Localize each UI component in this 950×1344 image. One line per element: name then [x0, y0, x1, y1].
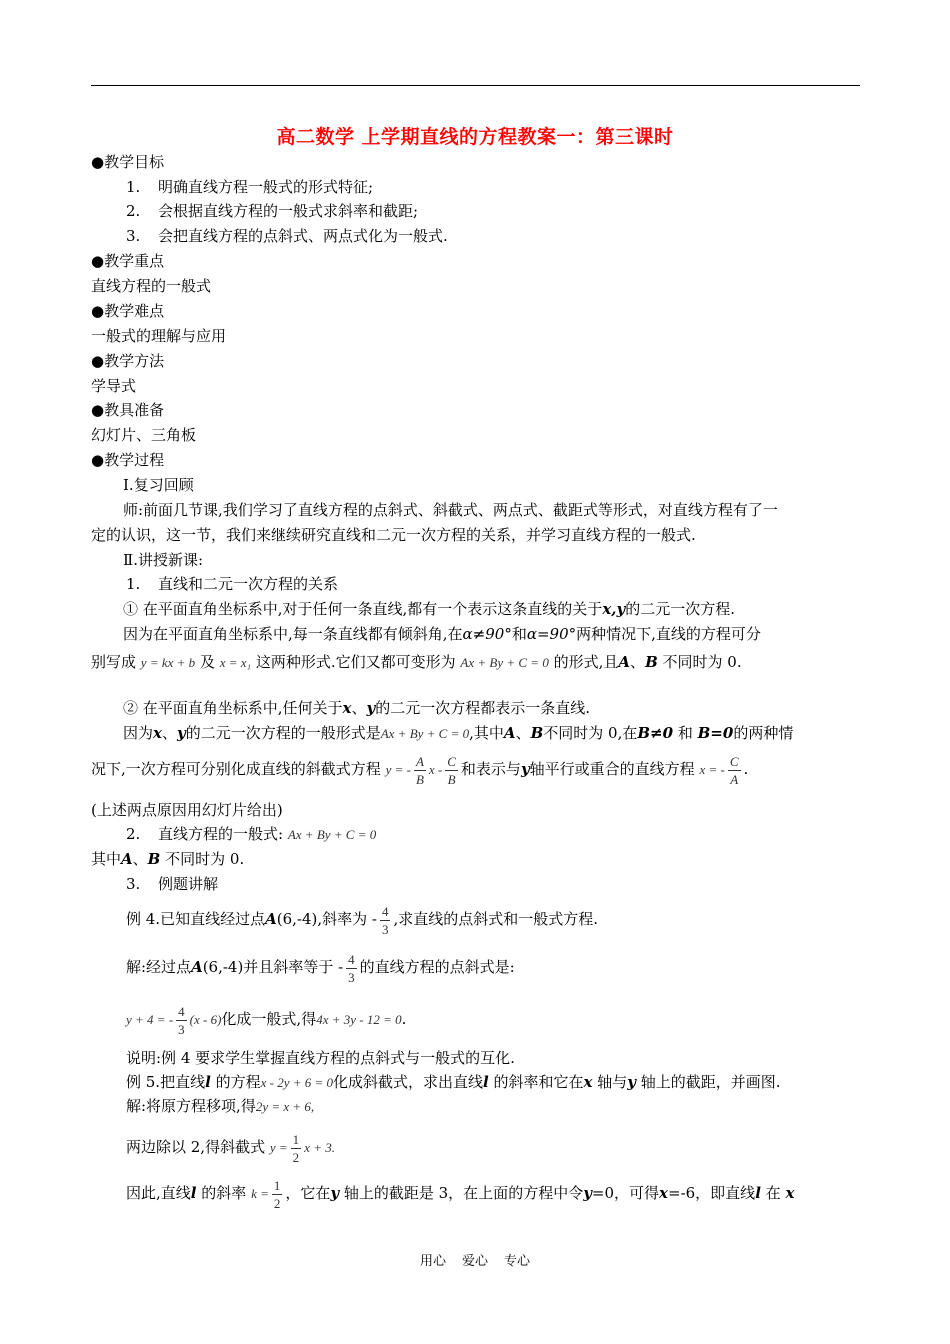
goal-1: 1. 明确直线方程一般式的形式特征;	[126, 178, 374, 196]
note-4: 说明:例 4 要求学生掌握直线方程的点斜式与一般式的互化.	[126, 1049, 515, 1067]
goal-2: 2. 会根据直线方程的一般式求斜率和截距;	[126, 202, 419, 220]
new-lesson-heading: Ⅱ.讲授新课:	[123, 551, 204, 569]
fraction-1-over-2: $\frac{1}{2}$	[292, 1131, 300, 1165]
footer-word-2: 爱心	[461, 1254, 488, 1269]
solution-5: 解:将原方程移项,得2y = x + 6,	[126, 1097, 315, 1115]
equation-general-3: Ax + By + C = 0	[287, 827, 377, 842]
focus-text: 直线方程的一般式	[91, 277, 212, 295]
equation-general: Ax + By + C = 0	[460, 655, 549, 670]
section-goals: ●教学目标	[91, 153, 165, 171]
page-title: 高二数学 上学期直线的方程教案一：第三课时	[276, 126, 674, 148]
point-2-forms: 况下,一次方程可分别化成直线的斜截式方程 y = - $\frac{A}{B}$ x - $\frac{C}{B}$ 和表示与y轴平行或重合的直线方程 x = - $\frac{C}{A}$ .	[91, 753, 749, 787]
example-4: 例 4.已知直线经过点A(6,-4),斜率为 - $\frac{4}{3}$ ,求直线的点斜式和一般式方程.	[126, 903, 599, 937]
goal-3: 3. 会把直线方程的点斜式、两点式化为一般式.	[126, 227, 448, 245]
fraction-c-over-a: $\frac{C}{A}$	[729, 753, 739, 787]
section-process: ●教学过程	[91, 451, 165, 469]
item-3: 3. 例题讲解	[126, 875, 219, 893]
header-rule	[91, 85, 860, 86]
slide-note: (上述两点原因用幻灯片给出)	[91, 801, 283, 819]
equation-vertical: x = x₁	[219, 655, 252, 670]
review-heading: Ⅰ.复习回顾	[123, 476, 194, 494]
equation-general-2: Ax + By + C = 0	[380, 726, 470, 741]
equation-slope-intercept: y = kx + b	[140, 655, 196, 670]
point-1: ① 在平面直角坐标系中,对于任何一条直线,都有一个表示这条直线的关于x,y的二元一次方程.	[123, 600, 735, 618]
fraction-4-over-3: $\frac{4}{3}$	[381, 903, 389, 937]
page-footer	[0, 1250, 950, 1269]
section-tools: ●教具准备	[91, 401, 165, 419]
fraction-1-over-2-b: $\frac{1}{2}$	[273, 1177, 281, 1211]
method-text: 学导式	[91, 377, 137, 395]
difficulty-text: 一般式的理解与应用	[91, 327, 227, 345]
section-difficulty: ●教学难点	[91, 302, 165, 320]
section-method: ●教学方法	[91, 352, 165, 370]
fraction-c-over-b: $\frac{C}{B}$	[447, 753, 456, 787]
fraction-4-over-3-b: $\frac{4}{3}$	[348, 951, 355, 985]
point-2: ② 在平面直角坐标系中,任何关于x、y的二元一次方程都表示一条直线.	[123, 699, 591, 717]
item-2: 2. 直线方程的一般式: Ax + By + C = 0	[126, 825, 377, 843]
solution-5-conclusion: 因此,直线l 的斜率 k = $\frac{1}{2}$ ，它在y 轴上的截距是 3，在上面的方程中令y=0，可得x=-6，即直线l 在 x	[126, 1177, 795, 1211]
solution-4: 解:经过点A(6,-4)并且斜率等于 - $\frac{4}{3}$ 的直线方程的点斜式是:	[126, 951, 515, 985]
fraction-a-over-b: $\frac{A}{B}$	[415, 753, 424, 787]
point-1-forms: 别写成 y = kx + b 及 x = x₁ 这两种形式.它们又都可变形为 Ax + By + C = 0 的形式,且A、B 不同时为 0.	[91, 653, 742, 671]
example-5: 例 5.把直线l 的方程x - 2y + 6 = 0化成斜截式，求出直线l 的斜率和它在x 轴与y 轴上的截距，并画图.	[126, 1073, 781, 1091]
point-2-reason: 因为x、y的二元一次方程的一般形式是Ax + By + C = 0,其中A、B不同时为 0,在B≠0 和 B=0的两种情	[123, 724, 794, 742]
review-paragraph-line-2: 定的认识，这一节，我们来继续研究直线和二元一次方程的关系，并学习直线方程的一般式.	[91, 526, 696, 544]
section-focus: ●教学重点	[91, 252, 165, 270]
footer-word-3: 专心	[504, 1254, 531, 1269]
item-1: 1. 直线和二元一次方程的关系	[126, 575, 339, 593]
fraction-4-over-3-c: $\frac{4}{3}$	[178, 1003, 185, 1037]
point-1-reason: 因为在平面直角坐标系中,每一条直线都有倾斜角,在α≠90°和α=90°两种情况下,直线的方程可分	[123, 625, 761, 643]
solution-4-equation: y + 4 = - $\frac{4}{3}$ (x - 6)化成一般式,得4x + 3y - 12 = 0.	[126, 1003, 407, 1037]
item-2-condition: 其中A、B 不同时为 0.	[91, 850, 245, 868]
solution-5-slope-intercept: 两边除以 2,得斜截式 y = $\frac{1}{2}$ x + 3.	[126, 1131, 335, 1165]
review-paragraph-line-1: 师:前面几节课,我们学习了直线方程的点斜式、斜截式、两点式、截距式等形式，对直线方程有了一	[123, 501, 778, 519]
footer-word-1: 用心	[419, 1254, 446, 1269]
tools-text: 幻灯片、三角板	[91, 426, 197, 444]
